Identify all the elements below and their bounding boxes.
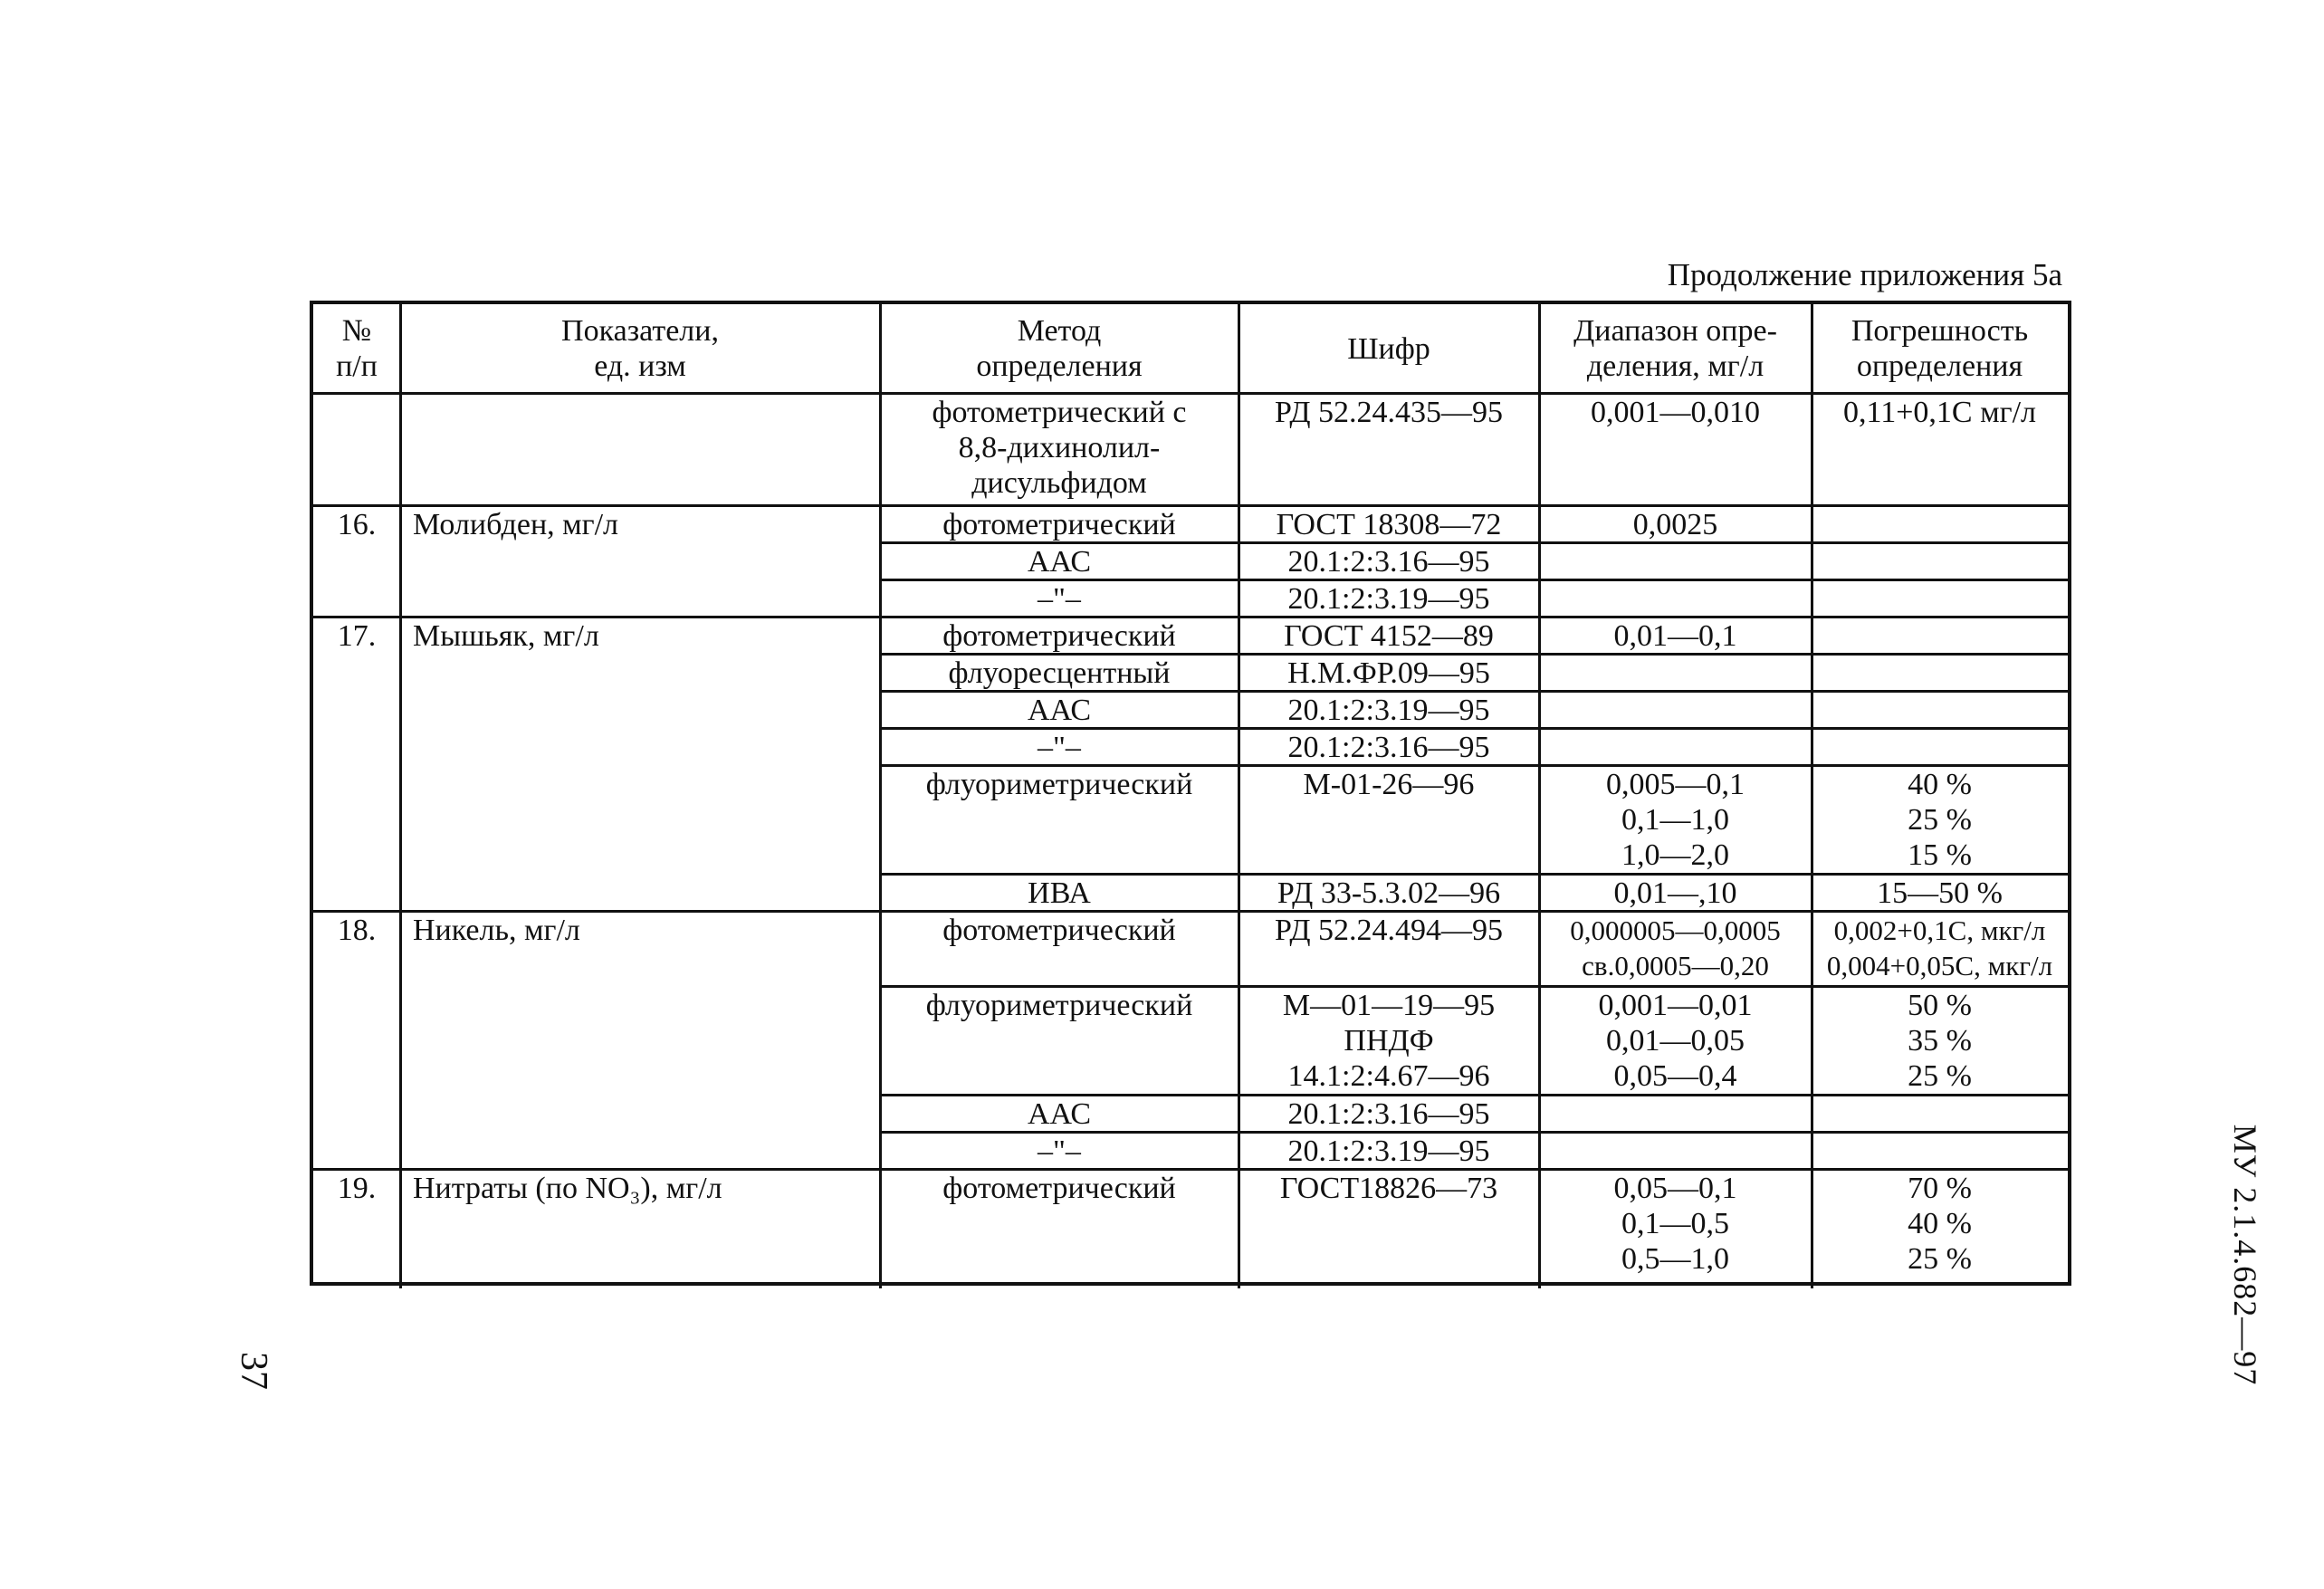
cell-error-line: 40 % [1908,1207,1972,1240]
cell-indicator [413,507,880,542]
cell-range [1539,507,1812,542]
cell-code-line: Н.М.ФР.09—95 [1287,656,1490,690]
cell-code-line: ПНДФ [1344,1024,1434,1058]
cell-num [313,618,400,654]
cell-method [880,876,1239,911]
cell-code [1239,656,1539,691]
cell-indicator [413,913,880,948]
cell-method-line: флуоресцентный [948,656,1171,690]
cell-code [1239,913,1539,948]
cell-method [880,730,1239,765]
cell-range [1539,1171,1812,1277]
cell-method [880,913,1239,948]
header-range-line: деления, мг/л [1586,349,1765,383]
cell-range [1539,988,1812,1094]
cell-error-line: 40 % [1908,768,1972,801]
cell-method-line: фотометрический [942,619,1176,653]
header-error-line: определения [1856,349,2023,383]
header-indicator-line: ед. изм [594,349,686,383]
cell-indicator-line: Нитраты (по NO₃), мг/л [413,1172,722,1205]
cell-code [1239,618,1539,654]
cell-range-line: 0,0025 [1632,508,1718,541]
cell-error-line: 50 % [1908,989,1972,1022]
cell-method [880,1096,1239,1132]
cell-code [1239,767,1539,802]
cell-num-line: 18. [337,914,377,947]
cell-code-line: 20.1:2:3.19—95 [1287,582,1490,616]
cell-range-line: 0,1—0,5 [1621,1207,1729,1240]
cell-method-line: ААС [1027,1097,1092,1131]
cell-method-line: фотометрический с [932,396,1187,429]
cell-method [880,988,1239,1023]
cell-code-line: 20.1:2:3.16—95 [1287,731,1490,764]
cell-range-line: 0,1—1,0 [1621,803,1729,837]
cell-method [880,693,1239,728]
cell-code [1239,1096,1539,1132]
header-indicator-line: Показатели, [561,314,719,348]
cell-method [880,507,1239,542]
cell-range-line: 0,000005—0,0005 [1570,914,1781,946]
cell-range [1539,618,1812,654]
document-code: МУ 2.1.4.682—97 [2227,1124,2263,1386]
header-range-line: Диапазон опре- [1573,314,1777,348]
cell-code [1239,876,1539,911]
cell-code-line: М-01-26—96 [1303,768,1475,801]
cell-range [1539,876,1812,911]
cell-code-line: ГОСТ 18308—72 [1276,508,1502,541]
cell-method [880,618,1239,654]
cell-error-line: 0,002+0,1С, мкг/л [1833,914,2046,946]
cell-method [880,767,1239,802]
cell-method [880,1134,1239,1169]
cell-method-line: дисульфидом [971,466,1147,500]
cell-code [1239,544,1539,579]
cell-method [880,581,1239,617]
cell-method-line: ИВА [1028,876,1091,910]
cell-range-line: 0,01—,10 [1613,876,1737,910]
cell-indicator [413,1171,880,1206]
cell-range-line: 1,0—2,0 [1621,838,1729,872]
cell-code-line: 14.1:2:4.67—96 [1287,1059,1490,1093]
header-range [1539,313,1812,384]
cell-indicator [413,618,880,654]
cell-method-line: ААС [1027,545,1092,579]
cell-range-line: 0,001—0,010 [1591,396,1760,429]
header-code [1239,331,1539,367]
cell-code-line: РД 33-5.3.02—96 [1277,876,1501,910]
header-indicator [400,313,880,384]
cell-num-line: 16. [337,508,377,541]
cell-range [1539,913,1812,983]
cell-method-line: фотометрический [942,1172,1176,1205]
cell-num [313,507,400,542]
header-method-line: определения [976,349,1143,383]
cell-method-line: фотометрический [942,508,1176,541]
cell-error [1812,913,2068,983]
cell-method [880,544,1239,579]
cell-range [1539,767,1812,873]
cell-method-line: флуориметрический [925,989,1193,1022]
header-code-line: Шифр [1347,331,1430,366]
cell-code-line: РД 52.24.435—95 [1274,396,1504,429]
header-num-line: № [341,314,372,348]
page-number: 37 [233,1352,274,1390]
header-method [880,313,1239,384]
cell-error [1812,767,2068,873]
cell-code-line: 20.1:2:3.16—95 [1287,1097,1490,1131]
cell-code-line: М—01—19—95 [1282,989,1496,1022]
cell-method-line: –"– [1038,731,1081,764]
cell-code [1239,581,1539,617]
cell-range-line: 0,05—0,4 [1613,1059,1737,1093]
cell-method-line: флуориметрический [925,768,1193,801]
cell-indicator-line: Молибден, мг/л [413,508,619,541]
cell-error-line: 25 % [1908,1242,1972,1276]
cell-range-line: 0,05—0,1 [1613,1172,1737,1205]
cell-code [1239,1171,1539,1206]
cell-range-line: 0,01—0,05 [1606,1024,1745,1058]
cell-method [880,656,1239,691]
cell-code [1239,730,1539,765]
cell-code [1239,1134,1539,1169]
cell-code [1239,395,1539,430]
cell-num [313,913,400,948]
cell-error-line: 25 % [1908,803,1972,837]
cell-method-line: –"– [1038,1134,1081,1168]
cell-error-line: 15—50 % [1877,876,2003,910]
cell-error [1812,876,2068,911]
cell-code [1239,507,1539,542]
cell-error-line: 70 % [1908,1172,1972,1205]
cell-code [1239,693,1539,728]
cell-error [1812,395,2068,430]
methods-table [310,301,2071,1286]
header-method-line: Метод [1017,314,1102,348]
header-num-line: п/п [336,349,378,383]
cell-code-line: 20.1:2:3.16—95 [1287,545,1490,579]
continuation-caption: Продолжение приложения 5а [1667,257,2062,292]
cell-range-line: св.0,0005—0,20 [1582,950,1769,981]
header-error [1812,313,2068,384]
cell-range-line: 0,01—0,1 [1613,619,1737,653]
cell-error-line: 15 % [1908,838,1972,872]
cell-range-line: 0,5—1,0 [1621,1242,1729,1276]
cell-method-line: фотометрический [942,914,1176,947]
cell-code-line: ГОСТ 4152—89 [1284,619,1494,653]
cell-method [880,1171,1239,1206]
cell-num [313,1171,400,1206]
cell-range-line: 0,001—0,01 [1598,989,1753,1022]
header-error-line: Погрешность [1851,314,2029,348]
cell-error-line: 0,004+0,05С, мкг/л [1826,950,2053,981]
cell-range-line: 0,005—0,1 [1606,768,1745,801]
cell-code-line: РД 52.24.494—95 [1274,914,1504,947]
cell-error [1812,988,2068,1094]
cell-code-line: 20.1:2:3.19—95 [1287,1134,1490,1168]
cell-indicator-line: Никель, мг/л [413,914,580,947]
cell-error [1812,1171,2068,1277]
cell-code [1239,988,1539,1094]
cell-method-line: –"– [1038,582,1081,616]
cell-error-line: 25 % [1908,1059,1972,1093]
cell-indicator-line: Мышьяк, мг/л [413,619,599,653]
cell-code-line: 20.1:2:3.19—95 [1287,694,1490,727]
cell-error-line: 0,11+0,1С мг/л [1843,396,2036,429]
cell-num-line: 19. [337,1172,377,1205]
cell-error-line: 35 % [1908,1024,1972,1058]
header-num [313,313,400,384]
cell-method-line: ААС [1027,694,1092,727]
cell-code-line: ГОСТ18826—73 [1279,1172,1498,1205]
cell-method-line: 8,8-дихинолил- [958,431,1161,464]
cell-num-line: 17. [337,619,377,653]
table-column-rule [399,304,402,1288]
cell-range [1539,395,1812,430]
cell-method [880,395,1239,501]
